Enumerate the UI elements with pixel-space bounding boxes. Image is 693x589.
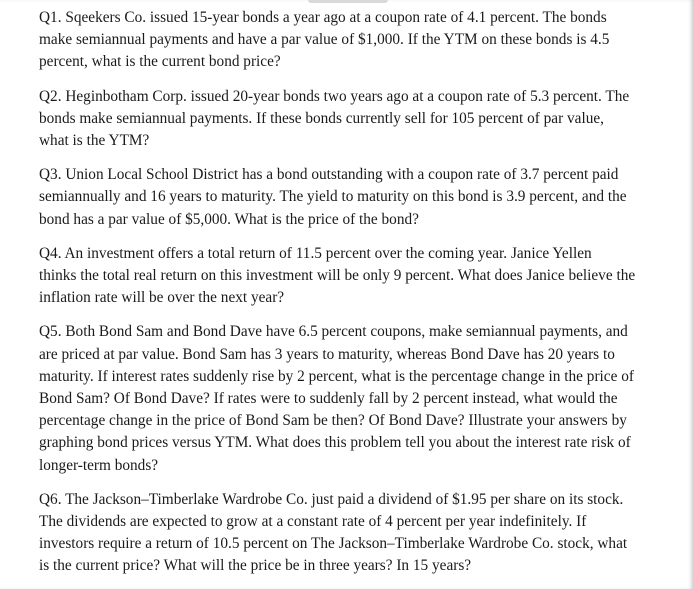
question-line: bond has a par value of $5,000. What is the price of the bond? — [39, 210, 419, 228]
question-line: thinks the total real return on this investment will be only 9 percent. What does Janice believe the — [39, 267, 636, 285]
question-q3 — [39, 164, 691, 231]
question-line: bonds make semiannual payments. If these bonds currently sell for 105 percent of par value, — [39, 109, 604, 127]
question-line: The dividends are expected to grow at a constant rate of 4 percent per year indefinitely. If — [39, 513, 587, 531]
question-line: semiannually and 16 years to maturity. The yield to maturity on this bond is 3.9 percent, and the — [39, 188, 627, 206]
question-line: maturity. If interest rates suddenly rise by 2 percent, what is the percentage change in the price of — [39, 367, 634, 385]
question-line: longer-term bonds? — [39, 456, 159, 474]
question-line: Q4. An investment offers a total return of 11.5 percent over the coming year. Janice Yellen — [39, 244, 592, 262]
question-line: Q6. The Jackson–Timberlake Wardrobe Co. just paid a dividend of $1.95 per share on its stock. — [39, 490, 624, 508]
question-q4 — [39, 243, 691, 310]
question-line: percent, what is the current bond price? — [39, 53, 281, 71]
question-line: percentage change in the price of Bond Sam be then? Of Bond Dave? Illustrate your answers by — [39, 412, 627, 430]
question-line: Q5. Both Bond Sam and Bond Dave have 6.5 percent coupons, make semiannual payments, and — [39, 323, 628, 341]
question-line: make semiannual payments and have a par value of $1,000. If the YTM on these bonds is 4.5 — [39, 31, 610, 49]
question-q5 — [39, 321, 691, 476]
question-line: are priced at par value. Bond Sam has 3 years to maturity, whereas Bond Dave has 20 years to — [39, 345, 615, 363]
question-q2 — [39, 86, 691, 153]
question-line: inflation rate will be over the next year? — [39, 289, 285, 307]
question-line: Q2. Heginbotham Corp. issued 20-year bonds two years ago at a coupon rate of 5.3 percent. The — [39, 87, 630, 105]
question-line: Bond Sam? Of Bond Dave? If rates were to suddenly fall by 2 percent instead, what would the — [39, 390, 618, 408]
question-line: investors require a return of 10.5 percent on The Jackson–Timberlake Wardrobe Co. stock, what — [39, 535, 628, 553]
scroll-tab[interactable] — [308, 0, 388, 3]
question-line: what is the YTM? — [39, 132, 150, 150]
question-line: Q1. Sqeekers Co. issued 15-year bonds a year ago at a coupon rate of 4.1 percent. The bonds — [39, 9, 607, 26]
question-line: Q3. Union Local School District has a bond outstanding with a coupon rate of 3.7 percent paid — [39, 166, 619, 184]
question-list — [39, 7, 691, 578]
question-line: is the current price? What will the price be in three years? In 15 years? — [39, 557, 472, 575]
question-line: graphing bond prices versus YTM. What does this problem tell you about the interest rate risk of — [39, 434, 631, 452]
question-q6 — [39, 489, 691, 578]
question-q1 — [39, 7, 691, 74]
